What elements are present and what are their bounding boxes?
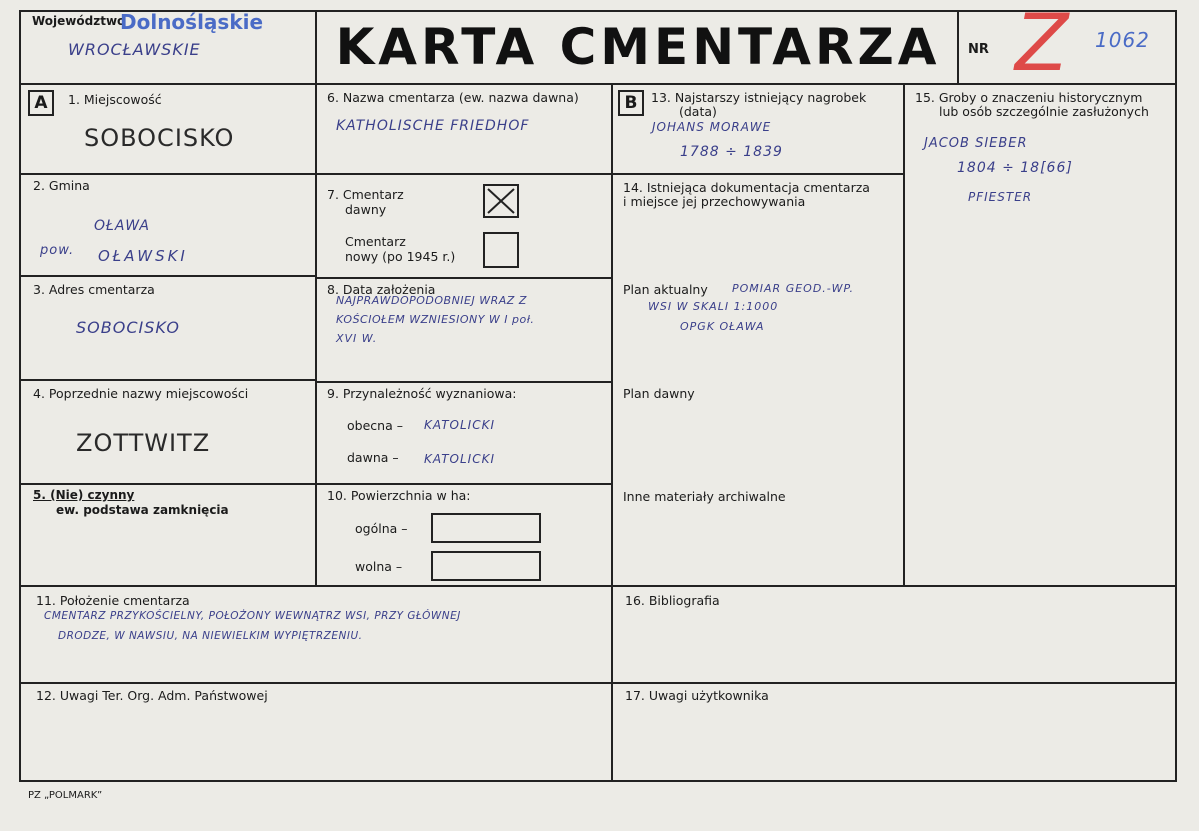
row-line: [315, 277, 612, 279]
col-line-3: [903, 84, 905, 586]
field-4-value: ZOTTWITZ: [76, 429, 211, 457]
field-3-value: SOBOCISKO: [76, 318, 181, 337]
field-8-value-2: KOŚCIOŁEM WZNIESIONY W I poł.: [336, 313, 535, 326]
field-14-label-2: i miejsce jej przechowywania: [623, 194, 806, 209]
field-6-value: KATHOLISCHE FRIEDHOF: [336, 118, 530, 134]
nr-label: NR: [968, 42, 989, 57]
row-line: [19, 275, 316, 277]
nr-value: 1062: [1095, 28, 1150, 52]
field-11-value-1: CMENTARZ PRZYKOŚCIELNY, POŁOŻONY WEWNĄTRZ WSI, PRZY GŁÓWNEJ: [44, 610, 461, 622]
field-15-value-1: JACOB SIEBER: [924, 136, 1028, 151]
row-line: [315, 381, 612, 383]
plan-old-label: Plan dawny: [623, 386, 695, 401]
field-2-label: 2. Gmina: [33, 178, 90, 193]
voivodeship-label: Województwo: [32, 14, 126, 28]
field-2-value-2: OŁAWSKI: [98, 247, 188, 265]
field-17-label: 17. Uwagi użytkownika: [625, 688, 769, 703]
field-9-current-label: obecna –: [347, 418, 403, 433]
field-7-old-label-1: 7. Cmentarz: [327, 187, 404, 202]
field-8-label: 8. Data założenia: [327, 282, 436, 297]
frame-right: [1175, 10, 1177, 782]
section-b-marker: B: [618, 90, 644, 116]
plan-current-label: Plan aktualny: [623, 282, 708, 297]
field-15-value-2: 1804 ÷ 18[66]: [957, 160, 1073, 176]
frame-bottom: [19, 780, 1177, 782]
field-13-value-1: JOHANS MORAWE: [652, 120, 772, 134]
field-11-value-2: DRODZE, W NAWSIU, NA NIEWIELKIM WYPIĘTRZENIU.: [58, 630, 363, 642]
field-10-label: 10. Powierzchnia w ha:: [327, 488, 471, 503]
field-7-old-checkbox[interactable]: [483, 184, 519, 218]
other-materials-label: Inne materiały archiwalne: [623, 489, 786, 504]
field-9-former-value: KATOLICKI: [424, 452, 495, 466]
voivodeship-stamp: Dolnośląskie: [120, 10, 264, 34]
field-14-label-1: 14. Istniejąca dokumentacja cmentarza: [623, 180, 870, 195]
row-line: [19, 483, 316, 485]
field-7-old-label-2: dawny: [345, 202, 387, 217]
field-11-label: 11. Położenie cmentarza: [36, 593, 190, 608]
checked-x-icon: [485, 186, 517, 216]
field-10-total-input[interactable]: [431, 513, 541, 543]
field-9-current-value: KATOLICKI: [424, 418, 495, 432]
row-line-12: [19, 682, 1177, 684]
field-16-label: 16. Bibliografia: [625, 593, 720, 608]
field-15-label-1: 15. Groby o znaczeniu historycznym: [915, 90, 1143, 105]
field-10-free-label: wolna –: [355, 559, 403, 574]
nr-red-letter: Z: [1015, 0, 1069, 89]
field-1-label: 1. Miejscowość: [68, 92, 162, 107]
field-13-value-2: 1788 ÷ 1839: [680, 144, 783, 160]
field-5-label-1: 5. (Nie) czynny: [33, 488, 135, 502]
field-15-label-2: lub osób szczególnie zasłużonych: [939, 104, 1149, 119]
field-4-label: 4. Poprzednie nazwy miejscowości: [33, 386, 249, 401]
field-9-former-label: dawna –: [347, 450, 399, 465]
col-line-1: [315, 84, 317, 586]
field-2-value-2-prefix: pow.: [40, 243, 75, 258]
row-line-11: [19, 585, 1177, 587]
plan-current-value-1: POMIAR GEOD.-WP.: [732, 282, 855, 295]
field-10-total-label: ogólna –: [355, 521, 408, 536]
field-8-value-3: XVI W.: [336, 332, 378, 345]
row-line: [315, 483, 612, 485]
plan-current-value-2: WSI W SKALI 1:1000: [648, 300, 779, 313]
field-7-new-checkbox[interactable]: [483, 232, 519, 268]
field-2-value-1: OŁAWA: [94, 218, 150, 234]
card-title: KARTA CMENTARZA: [335, 18, 941, 76]
field-12-label: 12. Uwagi Ter. Org. Adm. Państwowej: [36, 688, 268, 703]
frame-left: [19, 10, 21, 782]
printer-mark: PZ „POLMARK”: [28, 790, 103, 801]
voivodeship-handwritten: WROCŁAWSKIE: [68, 40, 201, 59]
field-10-free-input[interactable]: [431, 551, 541, 581]
field-7-new-label-2: nowy (po 1945 r.): [345, 249, 456, 264]
plan-current-value-3: OPGK OŁAWA: [680, 320, 765, 333]
header-divider: [19, 83, 1177, 85]
field-6-label: 6. Nazwa cmentarza (ew. nazwa dawna): [327, 90, 579, 105]
field-7-new-label-1: Cmentarz: [345, 234, 406, 249]
field-8-value-1: NAJPRAWDOPODOBNIEJ WRAZ Z: [336, 294, 527, 307]
row-line: [315, 173, 612, 175]
field-9-label: 9. Przynależność wyznaniowa:: [327, 386, 517, 401]
field-15-value-3: PFIESTER: [968, 190, 1033, 204]
col-line-2: [611, 84, 613, 782]
field-1-value: SOBOCISKO: [84, 124, 235, 152]
row-line: [19, 173, 316, 175]
field-5-label-2: ew. podstawa zamknięcia: [56, 503, 229, 517]
field-13-label-1: 13. Najstarszy istniejący nagrobek: [651, 90, 867, 105]
field-13-label-2: (data): [679, 104, 717, 119]
row-line: [19, 379, 316, 381]
header-col-1: [315, 10, 317, 84]
row-line: [611, 173, 904, 175]
section-a-marker: A: [28, 90, 54, 116]
field-3-label: 3. Adres cmentarza: [33, 282, 155, 297]
